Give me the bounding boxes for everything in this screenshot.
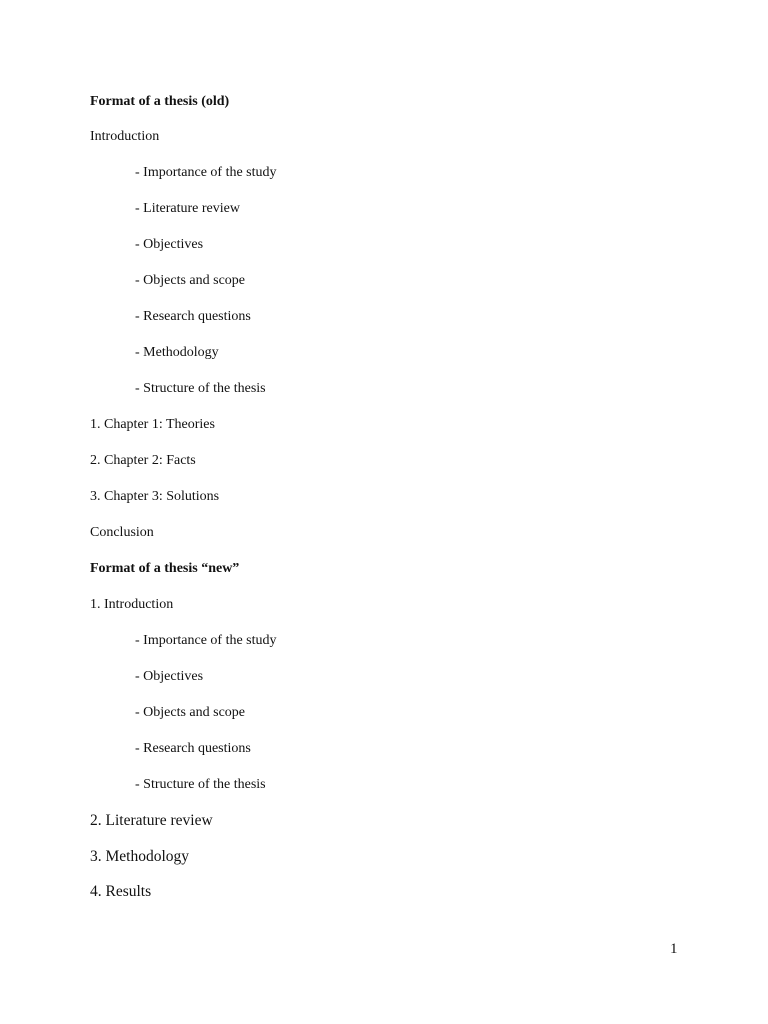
old-intro-item: - Importance of the study bbox=[135, 165, 277, 180]
old-intro-item: - Structure of the thesis bbox=[135, 381, 266, 396]
page-number: 1 bbox=[670, 941, 678, 957]
old-intro-item: - Objects and scope bbox=[135, 273, 246, 288]
old-intro-item: - Research questions bbox=[135, 309, 251, 324]
new-format-heading: Format of a thesis “new” bbox=[90, 561, 240, 576]
new-chapter-item: 3. Methodology bbox=[90, 848, 190, 865]
old-chapter-item: 2. Chapter 2: Facts bbox=[90, 453, 196, 468]
new-intro-item: - Objectives bbox=[135, 669, 204, 684]
old-chapter-item: 3. Chapter 3: Solutions bbox=[90, 489, 220, 504]
old-intro-item: - Literature review bbox=[135, 201, 240, 216]
old-conclusion-label: Conclusion bbox=[90, 525, 154, 540]
new-introduction-label: 1. Introduction bbox=[90, 597, 174, 612]
new-chapter-item: 2. Literature review bbox=[90, 812, 213, 829]
old-intro-item: - Methodology bbox=[135, 345, 219, 360]
old-introduction-label: Introduction bbox=[90, 129, 160, 144]
new-chapter-item: 4. Results bbox=[90, 883, 152, 900]
new-intro-item: - Research questions bbox=[135, 741, 251, 756]
new-intro-item: - Structure of the thesis bbox=[135, 777, 266, 792]
new-intro-item: - Objects and scope bbox=[135, 705, 246, 720]
old-intro-item: - Objectives bbox=[135, 237, 204, 252]
old-format-heading: Format of a thesis (old) bbox=[90, 94, 230, 109]
old-chapter-item: 1. Chapter 1: Theories bbox=[90, 417, 215, 432]
new-intro-item: - Importance of the study bbox=[135, 633, 277, 648]
